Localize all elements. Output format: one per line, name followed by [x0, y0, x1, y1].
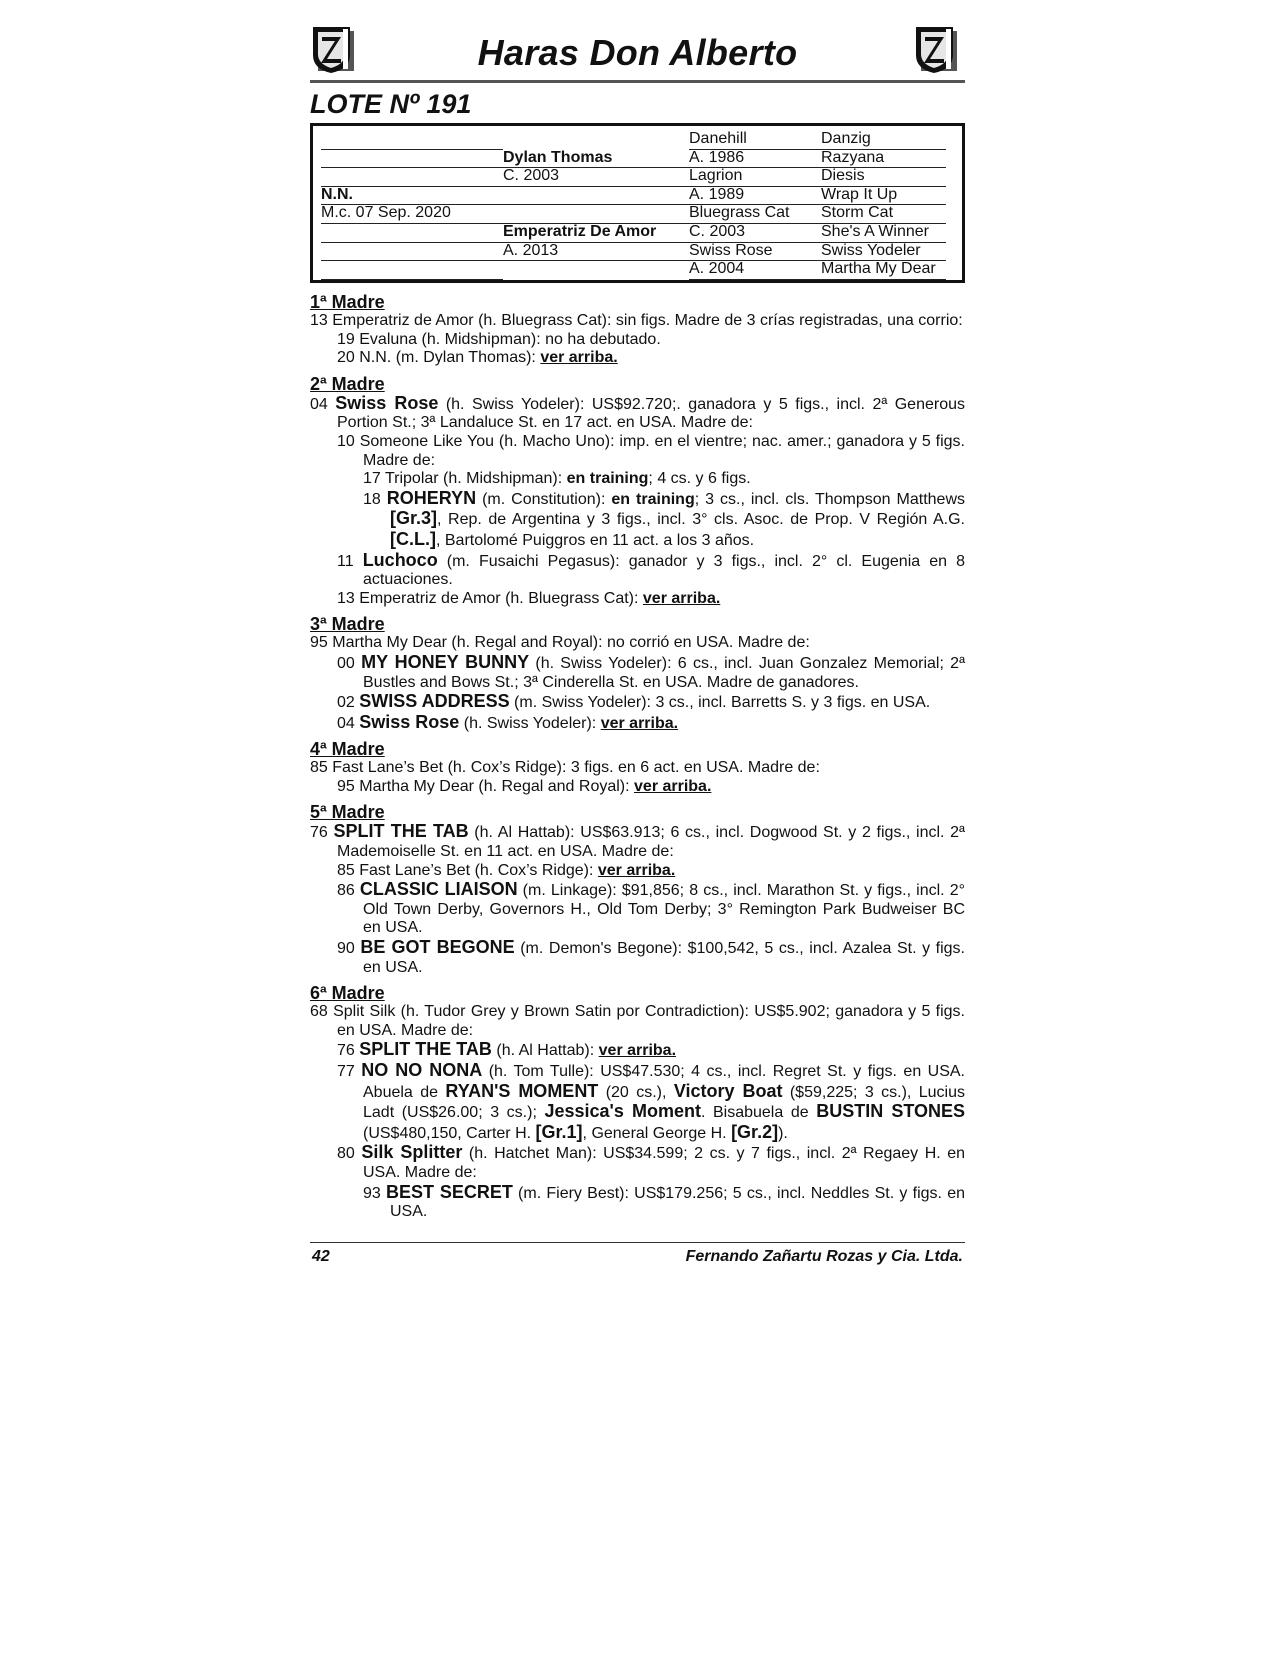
- pedigree-cell: [503, 186, 689, 206]
- lot-number: LOTE Nº 191: [310, 89, 472, 119]
- see-above-reference: ver arriba.: [600, 714, 679, 732]
- entry-text: (h. Hatchet Man): US$34.599; 2 cs. y 7 figs., incl. 2ª Regaey H. en USA. Madre de:: [363, 1145, 965, 1181]
- grade-label: [C.L.]: [390, 528, 436, 549]
- entry-text: (h. Swiss Yodeler): US$92.720;. ganadora y 5 figs., incl. 2ª Generous Portion St.; 3ª Landaluce St. en 17 act. en USA. Madre de:: [337, 395, 966, 432]
- pedigree-cell: A. 1989: [689, 186, 821, 206]
- bold-text: en training: [566, 470, 649, 488]
- entry-text: 95 Martha My Dear (h. Regal and Royal):: [337, 777, 635, 795]
- pedigree-cell: A. 2013: [503, 242, 689, 262]
- see-above-reference: ver arriba.: [642, 589, 721, 607]
- pedigree-cell: A. 1986: [689, 149, 821, 169]
- pedigree-entry: [363, 489, 965, 551]
- pedigree-entry: [337, 880, 965, 938]
- entry-text: 18: [363, 490, 387, 508]
- entry-text: ; 3 cs., incl. cls. Thompson Matthews: [694, 490, 966, 508]
- pedigree-cell: A. 2004: [689, 260, 821, 280]
- bold-text: en training: [611, 490, 695, 508]
- pedigree-cell: Swiss Rose: [689, 242, 821, 262]
- pedigree-entry: [337, 331, 965, 350]
- entry-text: 13 Emperatriz de Amor (h. Bluegrass Cat): sin figs. Madre de 3 crías registradas, una corrio:: [310, 312, 963, 329]
- horse-name: ROHERYN: [386, 487, 477, 508]
- entry-text: 11: [337, 552, 363, 570]
- section-title: 6ª Madre: [310, 983, 385, 1004]
- pedigree-cell: [321, 167, 503, 187]
- see-above-reference: ver arriba.: [540, 349, 618, 367]
- entry-text: (m. Constitution):: [476, 490, 612, 508]
- header-divider: [310, 80, 965, 83]
- pedigree-entry: [337, 713, 965, 734]
- pedigree-entry: [310, 634, 965, 653]
- page-number: 42: [312, 1248, 330, 1265]
- grade-label: [Gr.1]: [535, 1121, 583, 1142]
- page-footer: [310, 1242, 965, 1265]
- footer-company: Fernando Zañartu Rozas y Cia. Ltda.: [685, 1248, 963, 1265]
- entry-text: 85 Fast Lane’s Bet (h. Cox’s Ridge):: [337, 861, 598, 879]
- horse-name: MY HONEY BUNNY: [361, 651, 530, 672]
- entry-text: , Rep. de Argentina y 3 figs., incl. 3° cls. Asoc. de Prop. V Región A.G.: [437, 511, 965, 529]
- pedigree-entry: [310, 822, 965, 861]
- pedigree-cell: Bluegrass Cat: [689, 204, 821, 224]
- pedigree-entry: [337, 938, 965, 977]
- horse-name: BUSTIN STONES: [816, 1101, 966, 1122]
- section-title: 4ª Madre: [310, 739, 385, 760]
- see-above-reference: ver arriba.: [634, 777, 712, 795]
- pedigree-cell: C. 2003: [689, 223, 821, 243]
- pedigree-cell: Lagrion: [689, 167, 821, 187]
- entry-text: 76: [310, 824, 334, 842]
- horse-name: RYAN'S MOMENT: [445, 1080, 599, 1101]
- pedigree-cell: Emperatriz De Amor: [503, 223, 689, 243]
- pedigree-cell: [503, 260, 689, 279]
- entry-text: 19 Evaluna (h. Midshipman): no ha debutado.: [337, 330, 661, 348]
- horse-name: CLASSIC LIAISON: [359, 879, 518, 900]
- pedigree-cell: Dylan Thomas: [503, 149, 689, 169]
- entry-text: (20 cs.),: [598, 1083, 674, 1101]
- grade-label: [Gr.2]: [731, 1121, 779, 1142]
- entry-text: 93: [363, 1184, 387, 1202]
- horse-name: SPLIT THE TAB: [333, 821, 469, 842]
- pedigree-row: [321, 186, 940, 205]
- pedigree-entry: [337, 1143, 965, 1182]
- horse-name: Victory Boat: [673, 1080, 783, 1101]
- pedigree-table: [310, 123, 965, 283]
- pedigree-cell: Martha My Dear: [821, 260, 946, 280]
- pedigree-cell: M.c. 07 Sep. 2020: [321, 204, 503, 224]
- entry-text: 13 Emperatriz de Amor (h. Bluegrass Cat):: [337, 589, 643, 607]
- entry-text: , General George H.: [582, 1124, 732, 1142]
- pedigree-entry: [337, 862, 965, 881]
- pedigree-cell: C. 2003: [503, 167, 689, 187]
- pedigree-cell: [503, 130, 689, 149]
- pedigree-row: [321, 204, 940, 223]
- entry-text: 76: [337, 1042, 360, 1060]
- horse-name: SWISS ADDRESS: [359, 691, 510, 712]
- pedigree-row: [321, 149, 940, 168]
- entry-text: (m. Fiery Best): US$179.256; 5 cs., incl. Neddles St. y figs. en USA.: [390, 1184, 965, 1221]
- pedigree-cell: [321, 242, 503, 262]
- entry-text: 17 Tripolar (h. Midshipman):: [363, 470, 567, 488]
- entry-text: 77: [337, 1063, 362, 1080]
- entry-text: (m. Fusaichi Pegasus): ganador y 3 figs., incl. 2° cl. Eugenia en 8 actuaciones.: [363, 552, 965, 589]
- pedigree-entry: [310, 759, 965, 778]
- entry-text: (h. Al Hattab):: [491, 1042, 599, 1060]
- section-title: 2ª Madre: [310, 373, 385, 394]
- pedigree-cell: [321, 223, 503, 243]
- pedigree-cell: Storm Cat: [821, 204, 946, 224]
- pedigree-cell: N.N.: [321, 186, 503, 206]
- catalog-page: [310, 22, 965, 1222]
- pedigree-row: [321, 223, 940, 242]
- pedigree-entry: [337, 653, 965, 692]
- entry-text: ).: [778, 1124, 788, 1142]
- pedigree-row: [321, 242, 940, 261]
- header-title: Haras Don Alberto: [477, 32, 798, 73]
- grade-label: [Gr.3]: [390, 508, 438, 529]
- entry-text: . Bisabuela de: [700, 1104, 817, 1122]
- pedigree-cell: [321, 260, 503, 280]
- pedigree-cell: Danzig: [821, 130, 946, 150]
- pedigree-row: [321, 130, 940, 149]
- entry-text: 95 Martha My Dear (h. Regal and Royal): no corrió en USA. Madre de:: [310, 634, 810, 652]
- entry-text: (US$480,150, Carter H.: [363, 1124, 536, 1142]
- entry-text: 02: [337, 694, 360, 712]
- pedigree-entry: [310, 312, 965, 331]
- entry-text: 00: [337, 654, 362, 672]
- pedigree-cell: [321, 149, 503, 169]
- pedigree-row: [321, 260, 940, 279]
- pedigree-cell: Razyana: [821, 149, 946, 169]
- entry-text: , Bartolomé Puiggros en 11 act. a los 3 años.: [435, 531, 755, 549]
- horse-name: SPLIT THE TAB: [359, 1039, 492, 1060]
- section-title: 5ª Madre: [310, 802, 385, 823]
- pedigree-entry: [337, 590, 965, 609]
- horse-name: Swiss Rose: [359, 711, 460, 732]
- horse-name: Luchoco: [362, 549, 438, 570]
- pedigree-cell: [321, 130, 503, 150]
- pedigree-cell: Swiss Yodeler: [821, 242, 946, 262]
- pedigree-entry: [363, 1183, 965, 1222]
- pedigree-cell: Diesis: [821, 167, 946, 187]
- entry-text: (m. Demon's Begone): $100,542, 5 cs., incl. Azalea St. y figs. en USA.: [363, 940, 966, 976]
- pedigree-entry: [337, 692, 965, 713]
- dam-lines: [310, 292, 965, 1222]
- entry-text: 04: [337, 714, 360, 732]
- pedigree-entry: [337, 1040, 965, 1061]
- section-title: 1ª Madre: [310, 292, 385, 312]
- pedigree-entry: [337, 551, 965, 590]
- entry-text: 20 N.N. (m. Dylan Thomas):: [337, 349, 541, 367]
- pedigree-entry: [337, 349, 965, 368]
- entry-text: (m. Swiss Yodeler): 3 cs., incl. Barretts S. y 3 figs. en USA.: [509, 694, 931, 712]
- entry-text: 90: [337, 940, 361, 958]
- see-above-reference: ver arriba.: [598, 1042, 677, 1060]
- horse-name: Silk Splitter: [361, 1142, 463, 1163]
- horse-name: BEST SECRET: [386, 1181, 513, 1202]
- shield-logo-icon: [913, 25, 961, 75]
- pedigree-cell: She's A Winner: [821, 223, 946, 243]
- entry-text: (h. Swiss Yodeler): 6 cs., incl. Juan Gonzalez Memorial; 2ª Bustles and Bows St.; 3ª Cinderella St. en USA. Madre de ganadores.: [363, 654, 965, 691]
- entry-text: (h. Swiss Yodeler):: [459, 714, 601, 732]
- horse-name: Jessica's Moment: [544, 1101, 701, 1122]
- entry-text: 10 Someone Like You (h. Macho Uno): imp. en el vientre; nac. amer.; ganadora y 5 figs. Madre de:: [337, 432, 965, 469]
- pedigree-entry: [337, 778, 965, 797]
- entry-text: ($59,225; 3 cs.), Lucius Ladt (US$26.00; 3 cs.);: [363, 1083, 965, 1122]
- entry-text: 85 Fast Lane’s Bet (h. Cox’s Ridge): 3 figs. en 6 act. en USA. Madre de:: [310, 759, 820, 777]
- pedigree-entry: [337, 433, 965, 470]
- page-header: [310, 22, 965, 82]
- horse-name: NO NO NONA: [361, 1060, 483, 1080]
- entry-text: (m. Linkage): $91,856; 8 cs., incl. Marathon St. y figs., incl. 2° Old Town Derby, Governors H., Old Tom Derby; 3° Remington Park Budweiser BC en USA.: [363, 882, 965, 937]
- entry-text: ; 4 cs. y 6 figs.: [648, 470, 751, 488]
- entry-text: 68 Split Silk (h. Tudor Grey y Brown Satin por Contradiction): US$5.902; ganadora y 5 figs. en USA. Madre de:: [310, 1003, 965, 1039]
- section-title: 3ª Madre: [310, 614, 385, 635]
- pedigree-entry: [310, 394, 965, 433]
- entry-text: 80: [337, 1145, 362, 1163]
- pedigree-entry: [310, 1003, 965, 1040]
- see-above-reference: ver arriba.: [597, 861, 676, 879]
- pedigree-entry: [337, 1061, 965, 1143]
- pedigree-cell: Wrap It Up: [821, 186, 946, 206]
- entry-text: (h. Al Hattab): US$63.913; 6 cs., incl. Dogwood St. y 2 figs., incl. 2ª Mademoiselle St. en 11 act. en USA. Madre de:: [337, 824, 965, 861]
- pedigree-row: [321, 167, 940, 186]
- horse-name: Swiss Rose: [335, 392, 439, 413]
- pedigree-cell: [503, 204, 689, 224]
- entry-text: (h. Tom Tulle): US$47.530; 4 cs., incl. Regret St. y figs. en USA. Abuela de: [363, 1063, 966, 1101]
- entry-text: 86: [337, 882, 360, 900]
- horse-name: BE GOT BEGONE: [360, 937, 515, 958]
- entry-text: 04: [310, 395, 336, 413]
- pedigree-cell: Danehill: [689, 130, 821, 150]
- pedigree-entry: [363, 470, 965, 489]
